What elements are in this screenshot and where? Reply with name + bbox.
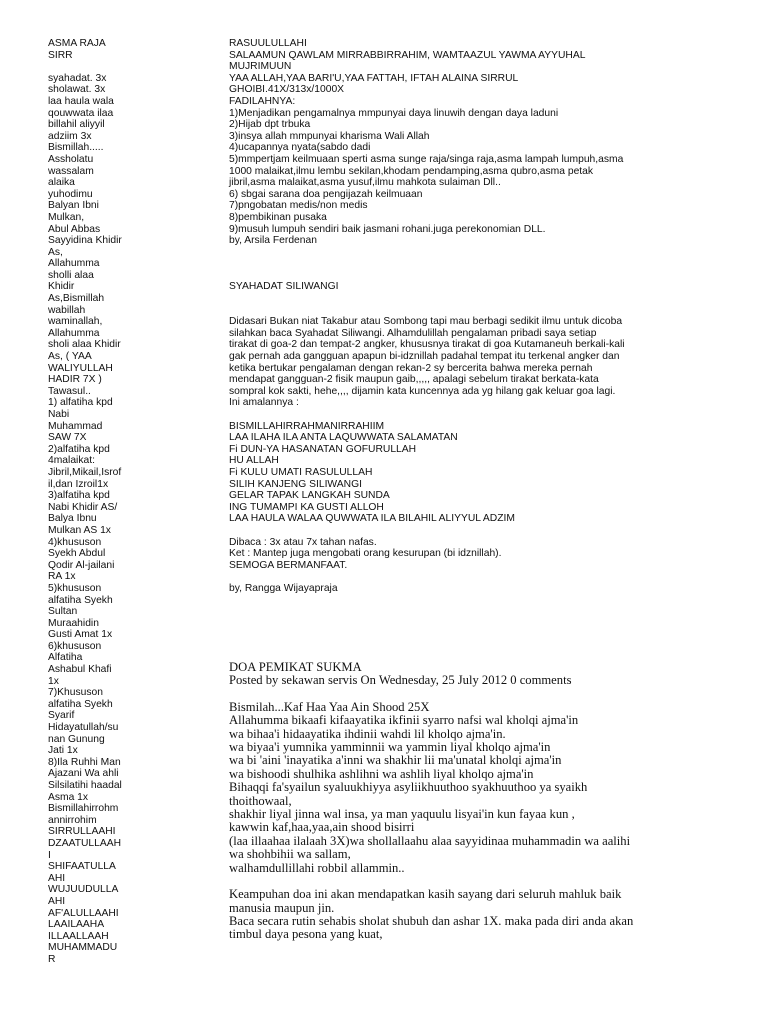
text-line: sompral kok sakti, hehe,,,, dijamin kata kuncennya ada yg hilang gak keluar goa lagi.: [229, 385, 616, 397]
doa-text-line: (laa illaahaa ilalaah 3X)wa shollallaahu alaa sayyidinaa muhammadin wa aalihi: [229, 833, 631, 848]
left-column-line: SHIFAATULLA: [48, 861, 116, 873]
left-column-line: As, ( YAA: [48, 351, 92, 363]
left-column-line: RA 1x: [48, 571, 76, 583]
left-column-line: Bismillahirrohm: [48, 803, 119, 815]
doa-text-line: DOA PEMIKAT SUKMA: [229, 660, 362, 674]
left-column-line: Mulkan,: [48, 211, 85, 223]
left-column-line: 6)khususon: [48, 640, 102, 652]
text-line: by, Arsila Ferdenan: [229, 235, 317, 247]
left-column-line: Muhammad: [48, 420, 103, 432]
left-column-line: nan Gunung: [48, 733, 105, 745]
left-column-line: syahadat. 3x: [48, 72, 107, 84]
blank-line: [229, 258, 749, 270]
left-column-line: Balya Ibnu: [48, 513, 97, 525]
left-column-line: qouwwata ilaa: [48, 107, 114, 119]
doa-pemikat-sukma-section: [229, 661, 749, 942]
left-column-line: Gusti Amat 1x: [48, 629, 113, 641]
left-column-line: adziim 3x: [48, 130, 92, 142]
text-line: MUJRIMUUN: [229, 61, 292, 73]
left-column-line: Mulkan AS 1x: [48, 524, 111, 536]
text-line: SALAAMUN QAWLAM MIRRABBIRRAHIM, WAMTAAZUL YAWMA AYYUHAL: [229, 49, 586, 61]
text-line: ketika bertukar pengalaman dengan rekan-2 sy bercerita bahwa mereka pernah: [229, 362, 593, 374]
text-line: by, Rangga Wijayapraja: [229, 582, 338, 594]
left-column-line: Nabi: [48, 409, 70, 420]
left-column-line: Tawasul..: [48, 385, 91, 397]
text-line: 7)pngobatan medis/non medis: [229, 200, 368, 212]
left-column-line: 5)khususon: [48, 582, 102, 594]
doa-text-line: Bihaqqi fa'syailun syaluukhiyya asyliikhuuthoo syakhuuthoo ya syaikh: [229, 780, 588, 795]
blank-line: [229, 247, 749, 259]
left-column-line: SAW 7X: [48, 432, 87, 444]
text-line: tirakat di goa-2 dan tempat-2 angker, khususnya tirakat di goa Kutamaneuh berkali-kali: [229, 339, 625, 351]
doa-text-line: Keampuhan doa ini akan mendapatkan kasih sayang dari seluruh mahluk baik: [229, 887, 622, 902]
left-column-line: alfatiha Syekh: [48, 698, 113, 710]
left-column-line: wassalam: [48, 165, 94, 177]
text-line: Fi KULU UMATI RASULULLAH: [229, 466, 373, 478]
left-column-line: HADIR 7X ): [48, 374, 102, 386]
blank-line: [229, 305, 749, 317]
left-column-text: [48, 38, 148, 966]
left-column-line: Sultan: [48, 606, 78, 618]
doa-text-line: wa bi 'aini 'inayatika a'inni wa shakhir lii ma'unatal kholqi ajma'in: [229, 753, 562, 768]
text-line: silahkan baca Syahadat Siliwangi. Alhamdulillah pengalaman pribadi saya setiap: [229, 327, 597, 339]
text-line: BISMILLAHIRRAHMANIRRAHIIM: [229, 420, 385, 432]
left-column-line: wabillah: [48, 304, 86, 316]
doa-text-line: manusia maupun jin.: [229, 900, 335, 915]
doa-text-line: Allahumma bikaafi kifaayatika ikfinii syarro nafsi wal kholqi ajma'in: [229, 713, 579, 728]
text-line: 4)ucapannya nyata(sabdo dadi: [229, 142, 371, 154]
text-line: 8)pembikinan pusaka: [229, 211, 327, 223]
left-column-line: DZAATULLAAH: [48, 837, 122, 849]
left-column-line: MUHAMMADU: [48, 942, 118, 954]
left-column-line: Muraahidin: [48, 617, 99, 629]
left-column-line: Hidayatullah/su: [48, 722, 119, 734]
doa-text-line: wa bihaa'i hidaayatika ihdinii wahdi lil kholqo ajma'in.: [229, 726, 506, 741]
text-line: GHOIBI.41X/313x/1000X: [229, 84, 345, 96]
text-line: Ini amalannya :: [229, 397, 299, 409]
left-column-line: AHI: [48, 895, 66, 907]
left-column-line: LAAILAAHA: [48, 919, 105, 931]
left-column-line: SIRRULLAAHI: [48, 826, 116, 838]
left-column-line: 8)Ila Ruhhi Man: [48, 756, 121, 768]
doa-text-line: Posted by sekawan servis On Wednesday, 25 July 2012 0 comments: [229, 673, 572, 688]
text-line: 5)mmpertjam keilmuaan sperti asma sunge raja/singa raja,asma lampah lumpuh,asma: [229, 153, 624, 165]
text-line: ING TUMAMPI KA GUSTI ALLOH: [229, 501, 384, 513]
left-column-line: I: [48, 849, 51, 861]
text-line: LAA ILAHA ILA ANTA LAQUWWATA SALAMATAN: [229, 432, 458, 444]
left-column-line: Abul Abbas: [48, 223, 101, 235]
doa-text-line: thoithowaal,: [229, 793, 292, 808]
left-column-line: Assholatu: [48, 153, 94, 165]
left-column-line: WALIYULLAH: [48, 362, 113, 374]
left-column-line: 1) alfatiha kpd: [48, 397, 113, 409]
left-column-line: Silsilatihi haadal: [48, 780, 122, 791]
left-column-line: ILLAALLAAH: [48, 930, 109, 942]
left-column-line: WUJUUDULLA: [48, 884, 119, 896]
left-column-line: annirrohim: [48, 814, 97, 826]
text-line: 3)insya allah mmpunyai kharisma Wali Allah: [229, 130, 430, 142]
text-line: 6) sbgai sarana doa pengijazah keilmuaan: [229, 188, 423, 200]
text-line: Dibaca : 3x atau 7x tahan nafas.: [229, 536, 377, 548]
text-line: YAA ALLAH,YAA BARI'U,YAA FATTAH, IFTAH ALAINA SIRRUL: [229, 72, 519, 84]
doa-text-line: walhamdullillahi robbil allammin..: [229, 860, 405, 875]
left-column-line: yuhodimu: [48, 188, 93, 200]
left-column-line: Alfatiha: [48, 652, 83, 664]
text-line: FADILAHNYA:: [229, 95, 296, 107]
main-text-upper: [229, 38, 749, 595]
blank-line: [229, 293, 749, 305]
left-column-line: sholli alaa: [48, 269, 94, 281]
text-line: jibril,asma malaikat,asma yusuf,ilmu mahkota sulaiman Dll..: [229, 177, 501, 189]
text-line: 1000 malaikat,ilmu lembu sekilan,khodam pendamping,asma qubro,asma petak: [229, 165, 594, 177]
left-column-line: sholawat. 3x: [48, 84, 106, 96]
text-line: RASUULULLAHI: [229, 38, 307, 49]
text-line: mendapat gangguan-2 fisik maupun gaib,,,,, apalagi sebelum tirakat berkata-kata: [229, 374, 599, 386]
doa-text-line: timbul daya pesona yang kuat,: [229, 927, 383, 942]
left-column-line: il,dan Izroil1x: [48, 478, 109, 490]
left-column-line: Allahumma: [48, 327, 100, 339]
text-line: GELAR TAPAK LANGKAH SUNDA: [229, 490, 390, 502]
left-column-line: 4)khususon: [48, 536, 102, 548]
left-column-line: alaika: [48, 177, 75, 189]
left-column-line: Allahumma: [48, 258, 100, 270]
text-line: SEMOGA BERMANFAAT.: [229, 559, 348, 571]
blank-line: [229, 409, 749, 421]
left-column-line: Khidir: [48, 281, 75, 293]
text-line: LAA HAULA WALAA QUWWATA ILA BILAHIL ALIYYUL ADZIM: [229, 513, 515, 525]
doa-text-line: shakhir liyal jinna wal insa, ya man yaquulu lisyai'in kun fayaa kun ,: [229, 807, 575, 822]
text-line: 9)musuh lumpuh sendiri baik jasmani rohani.juga perekonomian DLL.: [229, 223, 546, 235]
left-column-line: Syarif: [48, 710, 75, 722]
blank-line: [48, 61, 148, 73]
left-column-line: Nabi Khidir AS/: [48, 501, 118, 513]
left-column-line: Syekh Abdul: [48, 548, 106, 560]
left-column-line: Jati 1x: [48, 745, 78, 757]
left-column-line: Bismillah.....: [48, 142, 104, 154]
left-column-line: Asma 1x: [48, 791, 89, 803]
text-line: Fi DUN-YA HASANATAN GOFURULLAH: [229, 443, 417, 455]
left-column-line: R: [48, 953, 56, 965]
text-line: gak pernah ada gangguan apapun bi-idznillah padahal tempat itu terkenal angker dan: [229, 351, 620, 363]
left-column-line: 7)Khususon: [48, 687, 103, 699]
doa-text-line: Baca secara rutin sehabis sholat shubuh dan ashar 1X. maka pada diri anda akan: [229, 913, 634, 928]
left-column-line: 3)alfatiha kpd: [48, 490, 110, 502]
text-line: SILIH KANJENG SILIWANGI: [229, 478, 362, 490]
doa-text-line: wa bishoodi shulhika ashlihni wa ashlih liyal kholqo ajma'in: [229, 766, 534, 781]
text-line: SYAHADAT SILIWANGI: [229, 281, 339, 293]
left-column-line: As,: [48, 246, 63, 258]
left-column-line: laa haula wala: [48, 95, 114, 107]
left-column-line: 2)alfatiha kpd: [48, 443, 110, 455]
doa-text-line: wa biyaa'i yumnika yamminnii wa yammin liyal kholqo ajma'in: [229, 740, 551, 755]
blank-line: [229, 688, 749, 701]
text-line: Didasari Bukan niat Takabur atau Sombong tapi mau berbagi sedikit ilmu untuk dicoba: [229, 316, 623, 328]
left-column-line: alfatiha Syekh: [48, 594, 113, 606]
left-column-line: billahil aliyyil: [48, 119, 105, 131]
left-column-line: waminallah,: [48, 316, 103, 328]
left-column-line: 1x: [48, 675, 59, 687]
left-column-line: As,Bismillah: [48, 293, 105, 305]
left-column-line: Sayyidina Khidir: [48, 235, 122, 247]
left-column-line: Qodir Al-jailani: [48, 559, 115, 571]
left-column-line: ASMA RAJA: [48, 38, 106, 49]
text-line: HU ALLAH: [229, 455, 279, 467]
blank-line: [229, 571, 749, 583]
blank-line: [229, 270, 749, 282]
left-column-line: AF'ALULLAAHI: [48, 907, 119, 919]
left-column-line: AHI: [48, 872, 66, 884]
left-column-line: Ajazani Wa ahli: [48, 768, 119, 780]
text-line: Ket : Mantep juga mengobati orang kesurupan (bi idznillah).: [229, 548, 502, 560]
doa-text-line: wa shohbihii wa sallam,: [229, 847, 351, 862]
left-column-line: Jibril,Mikail,Isrof: [48, 466, 122, 478]
left-column-line: Ashabul Khafi: [48, 664, 112, 676]
blank-line: [229, 525, 749, 537]
text-line: 1)Menjadikan pengamalnya mmpunyai daya linuwih dengan daya laduni: [229, 107, 559, 119]
left-column-line: SIRR: [48, 49, 73, 61]
left-column-line: sholi alaa Khidir: [48, 339, 121, 351]
left-column-line: Balyan Ibni: [48, 200, 99, 212]
doa-text-line: kawwin kaf,haa,yaa,ain shood bisirri: [229, 820, 415, 835]
doa-text-line: Bismilah...Kaf Haa Yaa Ain Shood 25X: [229, 699, 430, 714]
text-line: 2)Hijab dpt trbuka: [229, 119, 311, 131]
left-column-line: 4malaikat:: [48, 455, 95, 467]
